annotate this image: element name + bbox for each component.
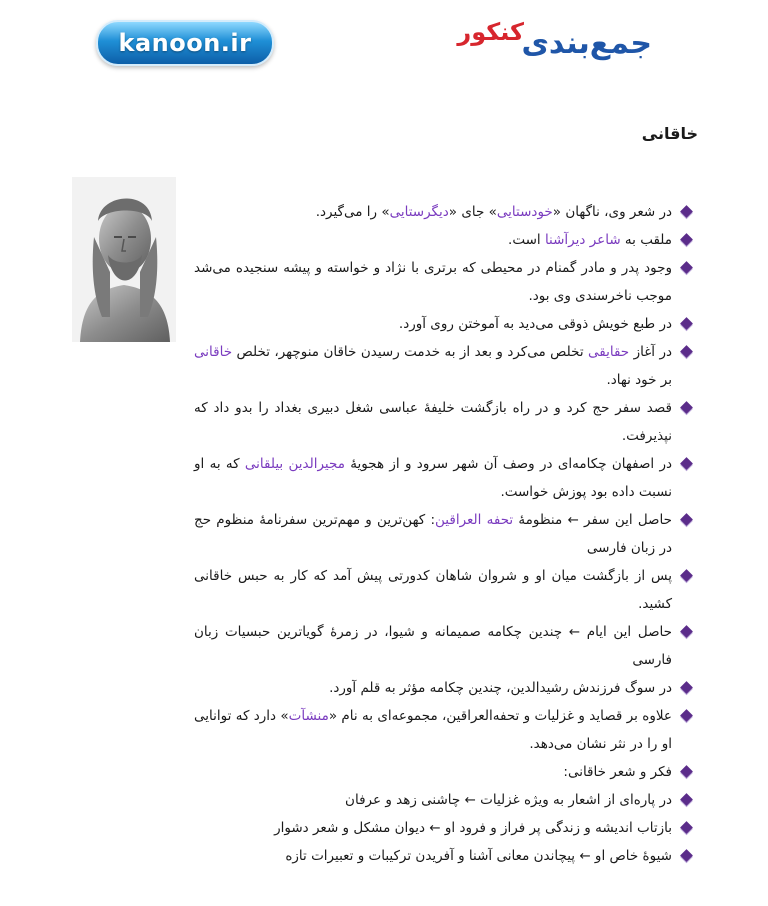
list-item-text: تخلص می‌کرد و بعد از به خدمت رسیدن خاقان منوچهر، تخلص (232, 344, 589, 360)
list-item-text: که به او نسبت داده بود پوزش خواست. (194, 456, 672, 500)
list-item-text: در اصفهان چکامه‌ای در وصف آن شهر سرود و از هجویهٔ (344, 456, 673, 472)
highlighted-term: شاعر دیرآشنا (544, 232, 621, 248)
khaqani-statue-portrait (72, 177, 176, 342)
list-item-text: ملقب به (620, 232, 672, 248)
list-item-text: : کهن‌ترین و مهم‌ترین سفرنامهٔ منظوم حج در زبان فارسی (194, 512, 672, 556)
list-item-text: » جای « (448, 204, 497, 220)
list-item (194, 758, 694, 786)
list-item-text: فکر و شعر خاقانی: (563, 764, 672, 780)
list-item-text: » را می‌گیرد. (315, 204, 390, 220)
list-item (194, 814, 694, 842)
highlighted-term: دیگرستایی (389, 204, 449, 220)
brand-title-part1: جمع‌بندی (521, 26, 652, 61)
diamond-bullet-icon (682, 571, 692, 581)
diamond-bullet-icon (682, 683, 692, 693)
list-item-text: » دارد که توانایی او را در نثر نشان می‌دهد. (194, 708, 672, 752)
list-item (194, 254, 694, 310)
diamond-bullet-icon (682, 403, 692, 413)
kanoon-logo[interactable] (96, 20, 274, 66)
diamond-bullet-icon (682, 515, 692, 525)
diamond-bullet-icon (682, 795, 692, 805)
list-item (194, 310, 694, 338)
list-item-text: علاوه بر قصاید و غزلیات و تحفه‌العراقین، مجموعه‌ای به نام « (328, 708, 672, 724)
diamond-bullet-icon (682, 459, 692, 469)
list-item-text: قصد سفر حج کرد و در راه بازگشت خلیفهٔ عباسی شغل دبیری بغداد را بدو داد که نپذیرفت. (194, 400, 672, 444)
list-item (194, 702, 694, 758)
list-item (194, 786, 694, 814)
list-item (194, 226, 694, 254)
list-item (194, 562, 694, 618)
list-item-text: بازتاب اندیشه و زندگی پر فراز و فرود او ← دیوان مشکل و شعر دشوار (274, 820, 672, 836)
diamond-bullet-icon (682, 207, 692, 217)
highlighted-term: خودستایی (496, 204, 553, 220)
list-item (194, 450, 694, 506)
diamond-bullet-icon (682, 263, 692, 273)
kanoon-logo-text: kanoon.ir (118, 29, 252, 57)
brand-title-part2: کنکور (457, 18, 524, 46)
diamond-bullet-icon (682, 319, 692, 329)
list-item-text: در آغاز (629, 344, 672, 360)
diamond-bullet-icon (682, 627, 692, 637)
highlighted-term: حقایقی (588, 344, 630, 360)
list-item (194, 198, 694, 226)
highlighted-term: مجیرالدین بیلقانی (244, 456, 345, 472)
list-item (194, 674, 694, 702)
list-item (194, 842, 694, 870)
diamond-bullet-icon (682, 767, 692, 777)
list-item (194, 618, 694, 674)
highlighted-term: خاقانی (194, 344, 233, 360)
list-item-text: پس از بازگشت میان او و شروان شاهان کدورتی پیش آمد که کار به حبس خاقانی کشید. (194, 568, 672, 612)
highlighted-term: منشآت (288, 708, 329, 724)
list-item-text: در طبع خویش ذوقی می‌دید به آموختن روی آورد. (398, 316, 672, 332)
list-item-text: وجود پدر و مادر گمنام در محیطی که برتری با نژاد و خواسته و پیشه سنجیده می‌شد موجب ناخرسندی وی بود. (194, 260, 672, 304)
diamond-bullet-icon (682, 823, 692, 833)
list-item-text: در شعر وی، ناگهان « (552, 204, 672, 220)
diamond-bullet-icon (682, 711, 692, 721)
list-item-text: شیوهٔ خاص او ← پیچاندن معانی آشنا و آفریدن ترکیبات و تعبیرات تازه (285, 848, 672, 864)
page-title: خاقانی (641, 124, 698, 143)
list-item-text: در پاره‌ای از اشعار به ویژه غزلیات ← چاشنی زهد و عرفان (345, 792, 672, 808)
list-item-text: حاصل این ایام ← چندین چکامه صمیمانه و شیوا، در زمرهٔ گویاترین حبسیات زبان فارسی (194, 624, 672, 668)
list-item (194, 338, 694, 394)
diamond-bullet-icon (682, 235, 692, 245)
list-item (194, 394, 694, 450)
highlighted-term: تحفه العراقین (435, 512, 514, 528)
diamond-bullet-icon (682, 347, 692, 357)
bullet-list (194, 198, 694, 870)
list-item-text: است. (508, 232, 545, 248)
list-item-text: در سوگ فرزندش رشیدالدین، چندین چکامه مؤثر به قلم آورد. (329, 680, 672, 696)
list-item-text: حاصل این سفر ← منظومهٔ (513, 512, 672, 528)
diamond-bullet-icon (682, 851, 692, 861)
list-item (194, 506, 694, 562)
list-item-text: بر خود نهاد. (606, 372, 672, 388)
